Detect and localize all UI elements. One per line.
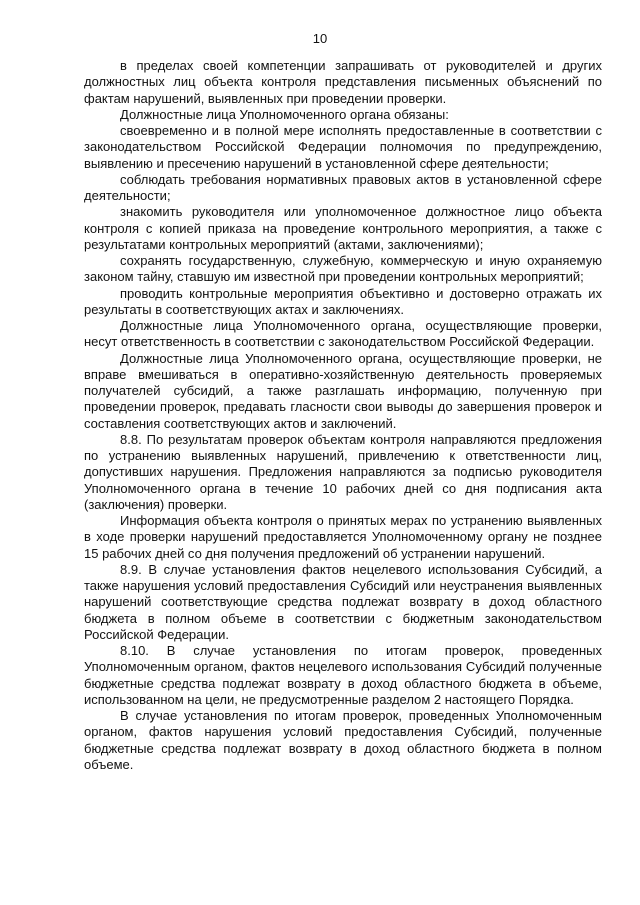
paragraph: своевременно и в полной мере исполнять предоставленные в соответствии с законодательством Российской Федерации полномочия по предупреждению, выявлению и пресечению нарушений в установленной сфере деятельности;: [84, 123, 602, 171]
paragraph: знакомить руководителя или уполномоченное должностное лицо объекта контроля с копией приказа на проведение контрольного мероприятия, а также с результатами контрольных мероприятий (актами, заключениями);: [84, 204, 602, 252]
paragraph: Должностные лица Уполномоченного органа, осуществляющие проверки, несут ответственность в соответствии с законодательством Российской Федерации.: [84, 318, 602, 350]
paragraph: 8.9. В случае установления фактов нецелевого использования Субсидий, а также нарушения условий предоставления Субсидий или неустранения выявленных нарушений соответствующие средства подлежат возврату в доход областного бюджета в полном объеме в соответствии с бюджетным законодательством Российской Федерации.: [84, 561, 602, 642]
paragraph: Должностные лица Уполномоченного органа обязаны:: [120, 106, 449, 122]
paragraph: 8.8. По результатам проверок объектам контроля направляются предложения по устранению выявленных нарушений, привлечению к ответственности лиц, допустивших нарушения. Предложения направляются за подписью руководителя Уполномоченного органа в течение 10 рабочих дней со дня подписания акта (заключения) проверки.: [84, 431, 602, 512]
paragraph: сохранять государственную, служебную, коммерческую и иную охраняемую законом тайну, ставшую им известной при проведении контрольных мероприятий;: [84, 253, 602, 285]
paragraph: 8.10. В случае установления по итогам проверок, проведенных Уполномоченным органом, фактов нецелевого использования Субсидий полученные бюджетные средства подлежат возврату в доход областного бюджета в объеме, использованном на цели, не предусмотренные разделом 2 настоящего Порядка.: [84, 643, 602, 707]
paragraph: Должностные лица Уполномоченного органа, осуществляющие проверки, не вправе вмешиваться в оперативно-хозяйственную деятельность проверяемых получателей субсидий, а также разглашать информацию, полученную при проведении проверок, предавать гласности свои выводы до завершения проверок и составления соответствующих актов и заключений.: [84, 350, 602, 431]
paragraph: соблюдать требования нормативных правовых актов в установленной сфере деятельности;: [84, 171, 602, 203]
paragraph: проводить контрольные мероприятия объективно и достоверно отражать их результаты в соответствующих актах и заключениях.: [84, 285, 602, 317]
paragraph: В случае установления по итогам проверок, проведенных Уполномоченным органом, фактов нарушения условий предоставления Субсидий, полученные бюджетные средства подлежат возврату в доход областного бюджета в полном объеме.: [84, 708, 602, 772]
page-number: 10: [312, 31, 328, 46]
paragraph: в пределах своей компетенции запрашивать от руководителей и других должностных лиц объекта контроля представления письменных объяснений по фактам нарушений, выявленных при проведении проверки.: [84, 58, 602, 106]
document-body: [84, 58, 602, 773]
paragraph: Информация объекта контроля о принятых мерах по устранению выявленных в ходе проверки нарушений предоставляется Уполномоченному органу не позднее 15 рабочих дней со дня получения предложений об устранении нарушений.: [84, 513, 602, 561]
